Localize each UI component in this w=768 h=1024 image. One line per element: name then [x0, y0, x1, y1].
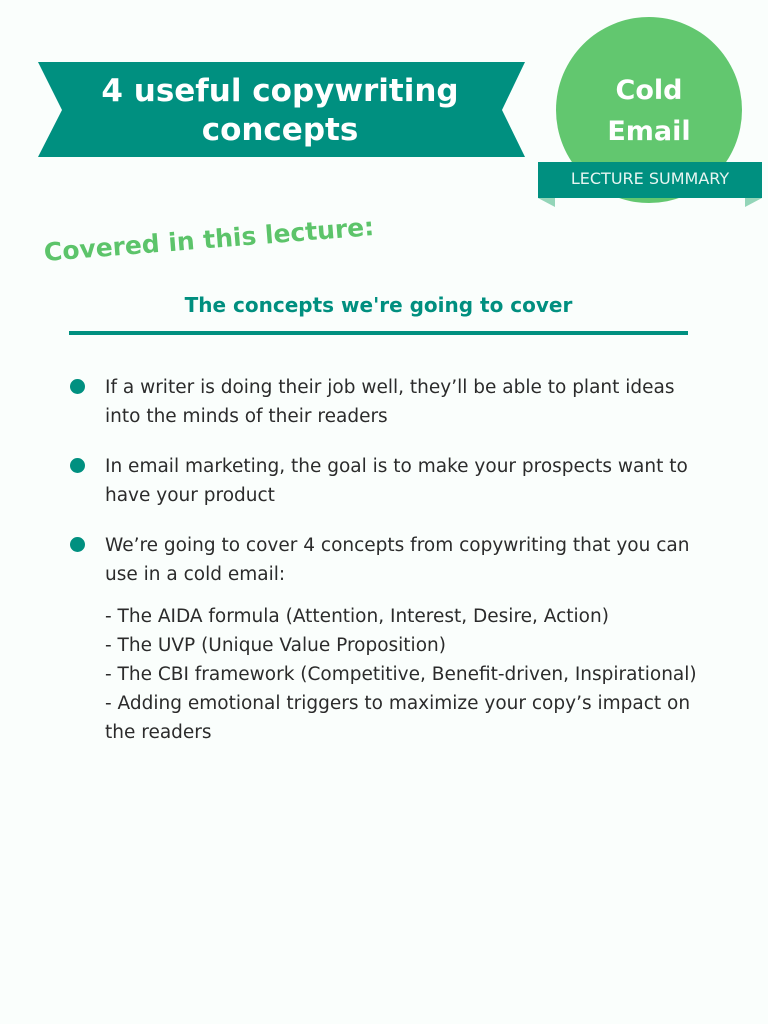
- ribbon-fold-left: [538, 198, 555, 207]
- list-item: [70, 531, 700, 589]
- sub-item: - Adding emotional triggers to maximize your copy’s impact on the readers: [105, 693, 691, 743]
- list-item: [70, 452, 700, 510]
- title-line: 4 useful copywriting: [101, 73, 459, 109]
- badge-line: Cold: [615, 75, 683, 106]
- bullet-icon: [70, 537, 85, 552]
- list-item-text: In email marketing, the goal is to make your prospects want to have your product: [105, 456, 688, 506]
- sub-item: - The AIDA formula (Attention, Interest, Desire, Action): [105, 606, 609, 627]
- list-item: [70, 373, 700, 431]
- list-item-text: If a writer is doing their job well, they’ll be able to plant ideas into the minds of their readers: [105, 377, 675, 427]
- badge-text: [556, 70, 742, 152]
- bullet-list: [70, 373, 700, 747]
- sub-list: [70, 602, 700, 747]
- section-heading: Covered in this lecture:: [42, 212, 376, 267]
- sub-item: - The CBI framework (Competitive, Benefit-driven, Inspirational): [105, 664, 697, 685]
- divider: [69, 331, 688, 335]
- title-line: concepts: [201, 112, 359, 148]
- page-title: [60, 72, 500, 150]
- bullet-icon: [70, 379, 85, 394]
- section-subtitle: The concepts we're going to cover: [184, 293, 573, 317]
- sub-item: - The UVP (Unique Value Proposition): [105, 635, 446, 656]
- bullet-icon: [70, 458, 85, 473]
- list-item-text: We’re going to cover 4 concepts from copywriting that you can use in a cold email:: [105, 535, 690, 585]
- ribbon-fold-right: [745, 198, 762, 207]
- ribbon-label: LECTURE SUMMARY: [570, 169, 730, 188]
- badge-line: Email: [607, 116, 691, 147]
